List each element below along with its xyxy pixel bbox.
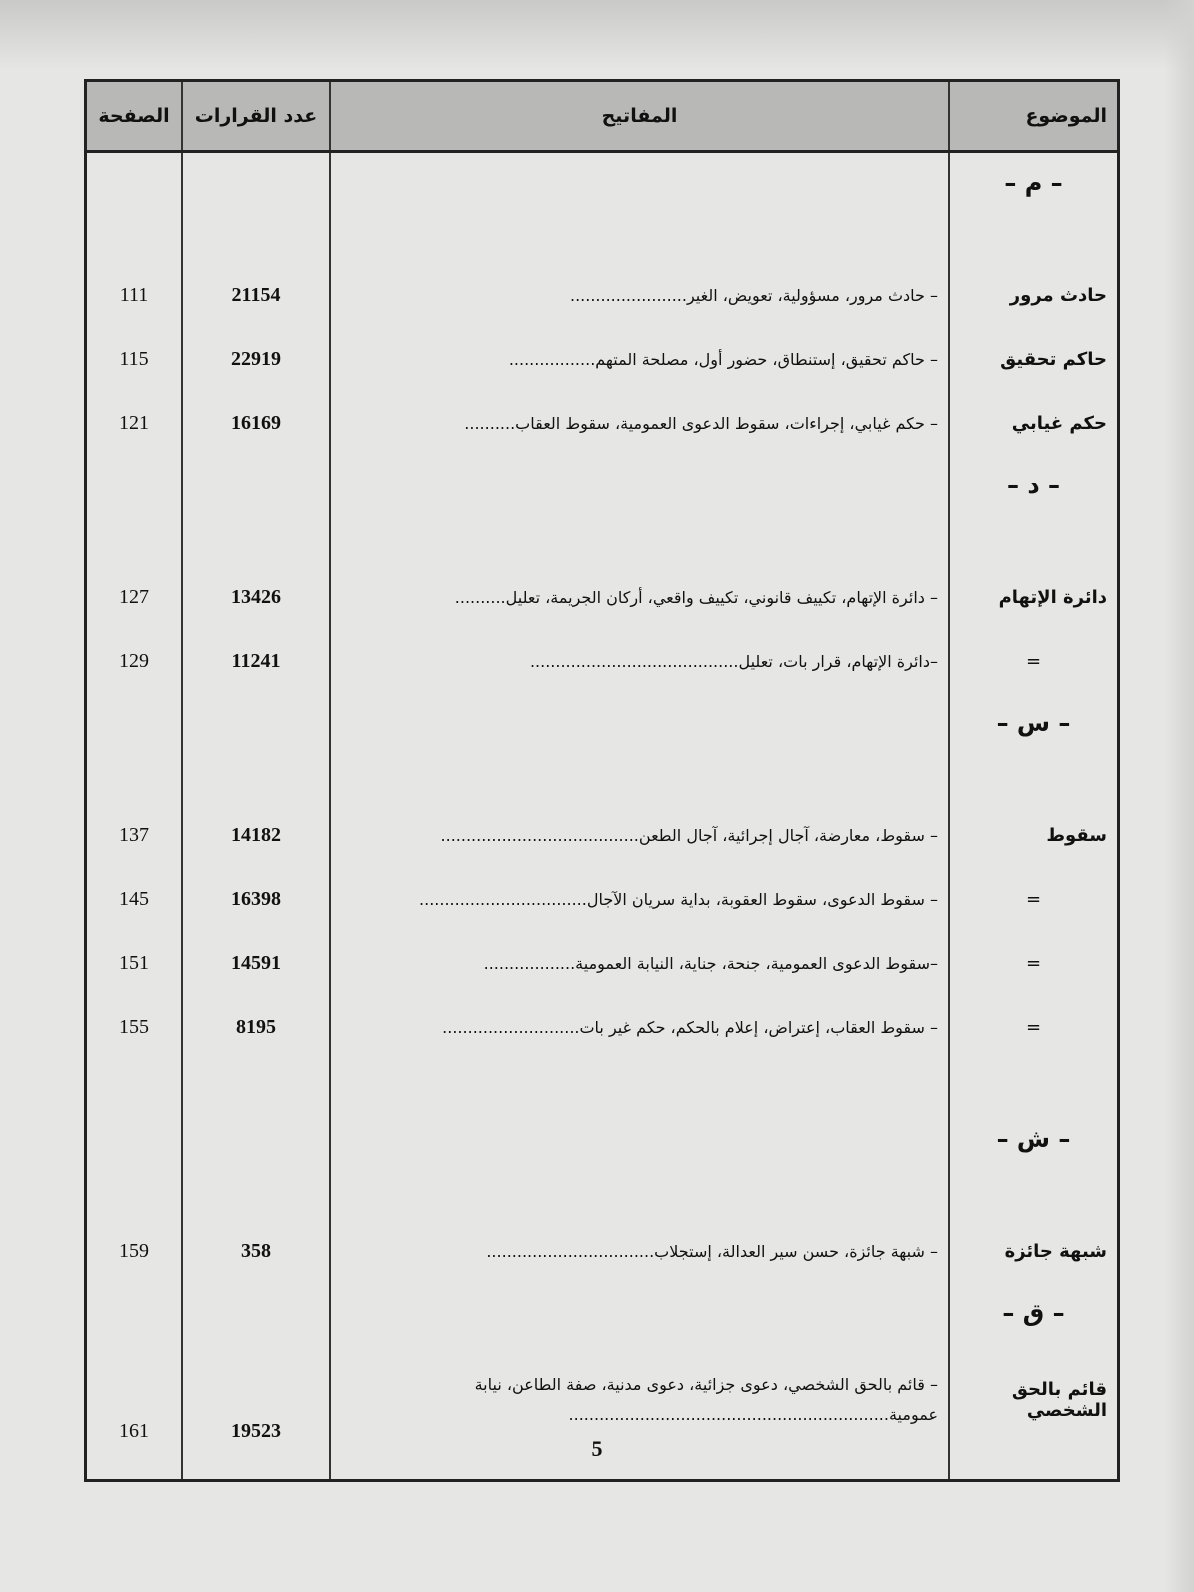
page-cell: 115 xyxy=(86,327,183,391)
page-cell: 145 xyxy=(86,867,183,931)
decision-number-cell: 14182 xyxy=(182,803,330,867)
topic-cell: حكم غيابي xyxy=(949,391,1119,455)
header-page: الصفحة xyxy=(86,81,183,152)
topic-cell: سقوط xyxy=(949,803,1119,867)
topic-cell: شبهة جائزة xyxy=(949,1219,1119,1283)
section-letter: – ق – xyxy=(949,1283,1119,1343)
table-row xyxy=(86,995,1119,1059)
section-letter-row xyxy=(86,152,1119,214)
keywords-cell: – سقوط الدعوى، سقوط العقوبة، بداية سريان الآجال................................. xyxy=(330,867,949,931)
topic-cell: حاكم تحقيق xyxy=(949,327,1119,391)
section-letter: – د – xyxy=(949,455,1119,515)
decision-number-cell: 358 xyxy=(182,1219,330,1283)
table-row xyxy=(86,565,1119,629)
page-cell: 127 xyxy=(86,565,183,629)
section-letter-row xyxy=(86,455,1119,515)
page-cell: 129 xyxy=(86,629,183,693)
header-topic: الموضوع xyxy=(949,81,1119,152)
page-cell: 151 xyxy=(86,931,183,995)
keywords-cell: – دائرة الإتهام، تكييف قانوني، تكييف واقعي، أركان الجريمة، تعليل.......... xyxy=(330,565,949,629)
ditto-mark: = xyxy=(949,931,1119,995)
table-row xyxy=(86,1219,1119,1283)
keywords-cell: – حكم غيابي، إجراءات، سقوط الدعوى العمومية، سقوط العقاب.......... xyxy=(330,391,949,455)
ditto-mark: = xyxy=(949,995,1119,1059)
decision-number-cell: 16169 xyxy=(182,391,330,455)
decision-number-cell: 13426 xyxy=(182,565,330,629)
section-letter-row xyxy=(86,1283,1119,1343)
page-cell: 121 xyxy=(86,391,183,455)
page-cell: 137 xyxy=(86,803,183,867)
keywords-cell: –سقوط الدعوى العمومية، جنحة، جناية، النيابة العمومية.................. xyxy=(330,931,949,995)
decision-number-cell: 21154 xyxy=(182,263,330,327)
decision-number-cell: 22919 xyxy=(182,327,330,391)
section-letter-row xyxy=(86,1109,1119,1169)
scan-shadow-right xyxy=(1164,0,1194,1592)
table-body xyxy=(86,152,1119,1481)
topic-cell: دائرة الإتهام xyxy=(949,565,1119,629)
page-cell: 161 xyxy=(86,1343,183,1457)
keywords-cell: – قائم بالحق الشخصي، دعوى جزائية، دعوى مدنية، صفة الطاعن، نيابة عمومية............................................................... xyxy=(330,1343,949,1457)
section-letter-row xyxy=(86,693,1119,753)
keywords-cell: – سقوط العقاب، إعتراض، إعلام بالحكم، حكم غير بات........................... xyxy=(330,995,949,1059)
decision-number-cell: 11241 xyxy=(182,629,330,693)
table-row xyxy=(86,931,1119,995)
keywords-cell: – شبهة جائزة، حسن سير العدالة، إستجلاب................................. xyxy=(330,1219,949,1283)
table-row xyxy=(86,867,1119,931)
keywords-cell: – حادث مرور، مسؤولية، تعويض، الغير....................... xyxy=(330,263,949,327)
index-table xyxy=(84,79,1120,1482)
topic-cell: قائم بالحق الشخصي xyxy=(949,1343,1119,1457)
decision-number-cell: 8195 xyxy=(182,995,330,1059)
keywords-cell: – حاكم تحقيق، إستنطاق، حضور أول، مصلحة المتهم................. xyxy=(330,327,949,391)
header-decision-number: عدد القرارات xyxy=(182,81,330,152)
section-letter: – م – xyxy=(949,152,1119,214)
decision-number-cell: 19523 xyxy=(182,1343,330,1457)
table-header xyxy=(86,81,1119,152)
ditto-mark: = xyxy=(949,629,1119,693)
header-keywords: المفاتيح xyxy=(330,81,949,152)
keywords-cell: –دائرة الإتهام، قرار بات، تعليل......................................... xyxy=(330,629,949,693)
page-number: 5 xyxy=(591,1436,603,1461)
page-cell: 111 xyxy=(86,263,183,327)
page-cell: 155 xyxy=(86,995,183,1059)
table-row xyxy=(86,391,1119,455)
section-letter: – ش – xyxy=(949,1109,1119,1169)
page-cell: 159 xyxy=(86,1219,183,1283)
table-row xyxy=(86,327,1119,391)
decision-number-cell: 14591 xyxy=(182,931,330,995)
scan-shadow-top xyxy=(0,0,1194,70)
ditto-mark: = xyxy=(949,867,1119,931)
topic-cell: حادث مرور xyxy=(949,263,1119,327)
table-row xyxy=(86,263,1119,327)
keywords-cell: – سقوط، معارضة، آجال إجرائية، آجال الطعن....................................... xyxy=(330,803,949,867)
table-row xyxy=(86,803,1119,867)
section-letter: – س – xyxy=(949,693,1119,753)
table-row xyxy=(86,629,1119,693)
decision-number-cell: 16398 xyxy=(182,867,330,931)
header-row xyxy=(86,81,1119,152)
